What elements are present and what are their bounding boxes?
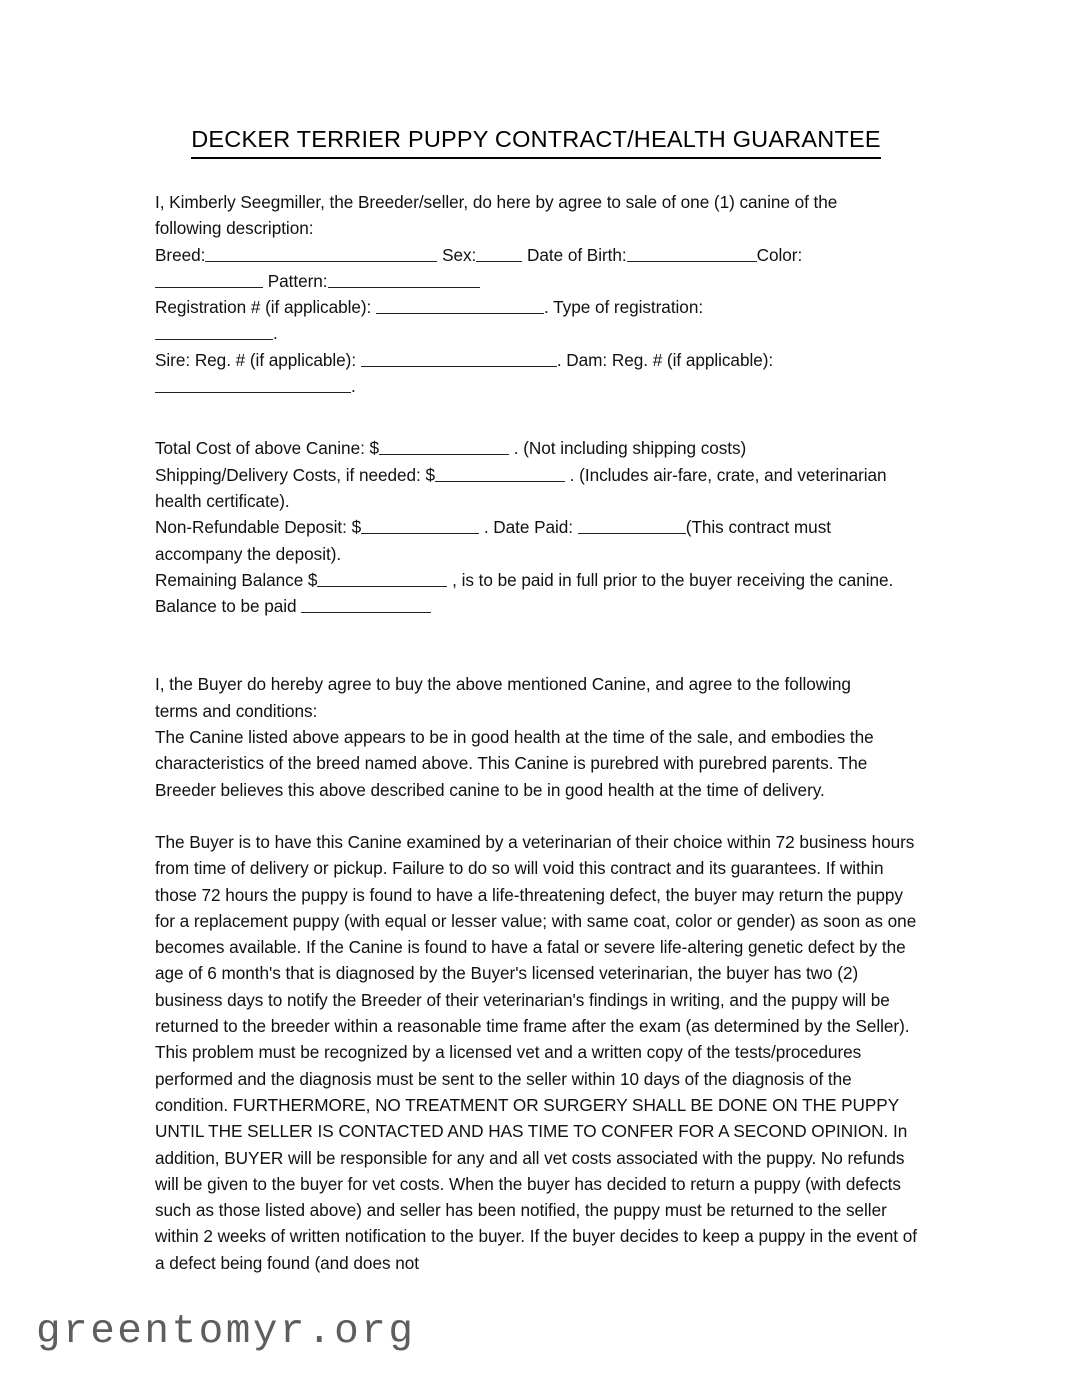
type-of-registration-period: . <box>273 323 278 344</box>
document-body <box>155 122 917 1276</box>
cost-paragraph <box>155 435 917 619</box>
balance-to-be-paid-label: Balance to be paid <box>155 596 297 617</box>
deposit-note-cont: accompany the deposit). <box>155 543 342 564</box>
balance-to-be-paid-field-blank[interactable] <box>301 597 431 613</box>
sire-field-blank[interactable] <box>361 351 557 367</box>
shipping-cost-label: Shipping/Delivery Costs, if needed: $ <box>155 464 435 485</box>
spacer-before-terms <box>155 803 917 829</box>
shipping-cost-note-cont: health certificate). <box>155 490 290 511</box>
breed-field-blank[interactable] <box>205 246 437 262</box>
sire-label: Sire: Reg. # (if applicable): <box>155 349 357 370</box>
date-paid-field-blank[interactable] <box>578 518 686 534</box>
veterinary-exam-terms-paragraph: The Buyer is to have this Canine examined by a veterinarian of their choice within 72 business hours from time of delivery or pickup. Failure to do so will void this contract and its guarantees. If within those 72 hours the puppy is found to have a life-threatening defect, the buyer may return the puppy for a replacement puppy (with equal or lesser value; with same coat, color or gender) as soon as one becomes available. If the Canine is found to have a fatal or severe life-altering genetic defect by the age of 6 month's that is diagnosed by the Buyer's licensed veterinarian, the buyer has two (2) business days to notify the Breeder of their veterinarian's findings in writing, and the puppy will be returned to the breeder within a reasonable time frame after the exam (as determined by the Seller). This problem must be recognized by a licensed vet and a written copy of the tests/procedures performed and the diagnosis must be sent to the seller within 10 days of the diagnosis of the condition. FURTHERMORE, NO TREATMENT OR SURGERY SHALL BE DONE ON THE PUPPY UNTIL THE SELLER IS CONTACTED AND HAS TIME TO CONFER FOR A SECOND OPINION. In addition, BUYER will be responsible for any and all vet costs associated with the puppy. No refunds will be given to the buyer for vet costs. When the buyer has decided to return a puppy (with defects such as those listed above) and seller has been notified, the puppy must be returned to the seller within 2 weeks of written notification to the buyer. If the buyer decides to keep a puppy in the event of a defect being found (and does not <box>155 831 917 1273</box>
deposit-separator: . Date Paid: <box>483 517 574 538</box>
dob-label: Date of Birth: <box>527 244 627 265</box>
registration-period: . <box>544 297 549 318</box>
seller-intro-line-1: I, Kimberly Seegmiller, the Breeder/seller, do here by agree to sale of one (1) canine of the <box>155 192 838 212</box>
site-watermark: greentomyr.org <box>36 1309 416 1355</box>
type-of-registration-field-blank[interactable] <box>155 324 273 340</box>
remaining-balance-note: , is to be paid in full prior to the buyer receiving the canine. <box>452 569 894 590</box>
dam-label: Dam: Reg. # (if applicable): <box>566 349 774 370</box>
remaining-balance-field-blank[interactable] <box>317 571 447 587</box>
total-cost-note: . (Not including shipping costs) <box>513 438 747 459</box>
color-label: Color: <box>756 244 803 265</box>
type-of-registration-label: Type of registration: <box>553 297 704 318</box>
seller-intro-paragraph <box>155 189 917 399</box>
shipping-cost-note: . (Includes air-fare, crate, and veterinarian <box>569 464 887 485</box>
sire-period: . <box>556 349 562 370</box>
seller-intro-line-2: following description: <box>155 218 314 239</box>
total-cost-label: Total Cost of above Canine: $ <box>155 438 380 459</box>
shipping-cost-field-blank[interactable] <box>435 466 565 482</box>
pattern-label: Pattern: <box>267 270 328 291</box>
dam-period: . <box>351 376 356 397</box>
canine-health-statement: The Canine listed above appears to be in good health at the time of the sale, and embodies the characteristics of the breed named above. This Canine is purebred with purebred parents. The Breeder believes this above described canine to be in good health at the time of delivery. <box>155 727 874 800</box>
buyer-agreement-paragraph <box>155 671 917 802</box>
page-title <box>155 122 917 159</box>
spacer-after-description <box>155 399 917 435</box>
spacer-before-buyer-section <box>155 619 917 671</box>
deposit-note: (This contract must <box>685 517 831 538</box>
dam-field-blank[interactable] <box>155 377 351 393</box>
buyer-agreement-line-1: I, the Buyer do hereby agree to buy the above mentioned Canine, and agree to the following <box>155 674 851 695</box>
registration-label: Registration # (if applicable): <box>155 297 372 318</box>
registration-field-blank[interactable] <box>376 298 544 314</box>
sex-label: Sex: <box>442 244 477 265</box>
breed-label: Breed: <box>155 244 206 265</box>
buyer-agreement-line-2: terms and conditions: <box>155 700 318 721</box>
deposit-label: Non-Refundable Deposit: $ <box>155 517 362 538</box>
deposit-field-blank[interactable] <box>361 518 479 534</box>
pattern-field-blank[interactable] <box>328 272 480 288</box>
total-cost-field-blank[interactable] <box>379 439 509 455</box>
sex-field-blank[interactable] <box>476 246 522 262</box>
remaining-balance-label: Remaining Balance $ <box>155 569 318 590</box>
page-title-text: DECKER TERRIER PUPPY CONTRACT/HEALTH GUARANTEE <box>191 122 881 159</box>
color-field-blank[interactable] <box>155 272 263 288</box>
dob-field-blank[interactable] <box>627 246 757 262</box>
